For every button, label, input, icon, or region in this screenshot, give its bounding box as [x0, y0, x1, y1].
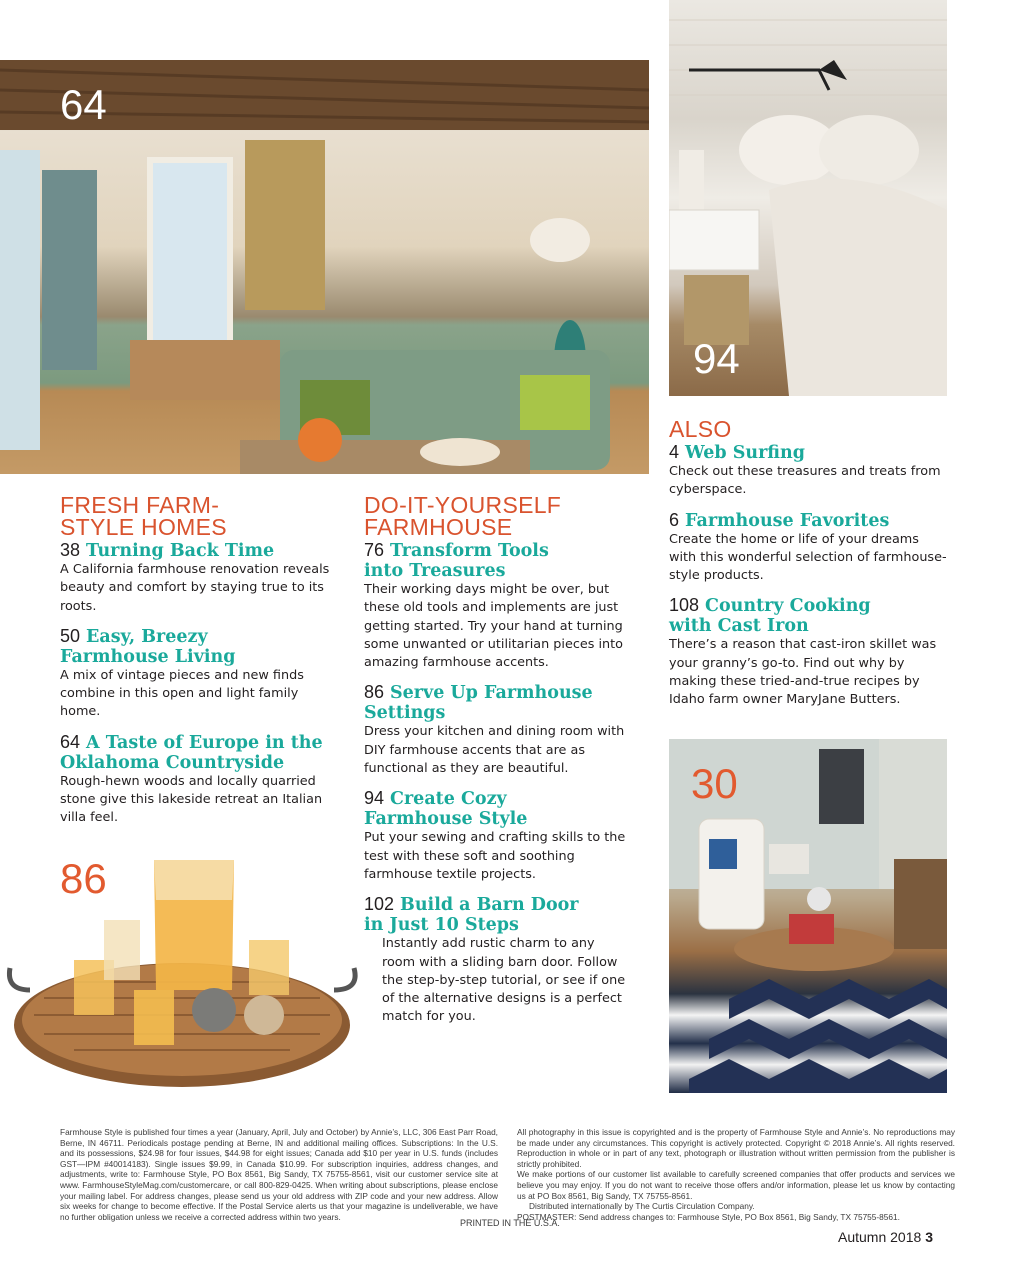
tray-photo: [4, 840, 360, 1116]
printed-in-usa: PRINTED IN THE U.S.A.: [460, 1218, 560, 1228]
section-fresh-farmstyle-homes: [60, 494, 330, 828]
toc-item-6[interactable]: [669, 510, 949, 586]
section-do-it-yourself-farmhouse: [364, 494, 630, 1027]
toc-item-title[interactable]: 6 Farmhouse Favorites: [669, 509, 890, 531]
page-number: 3: [925, 1229, 934, 1245]
toc-item-title[interactable]: 86 Serve Up Farmhouse Settings: [364, 682, 593, 724]
toc-item-description: Put your sewing and crafting skills to the test with these soft and soothing farmhouse textile projects.: [364, 830, 626, 882]
toc-item-description: Instantly add rustic charm to any room with a sliding barn door. Follow the step-by-step tutorial, or see if one of the alternative designs is a perfect match for you.: [382, 936, 626, 1025]
toc-item-description: Dress your kitchen and dining room with DIY farmhouse accents that are as functional as they are beautiful.: [364, 724, 625, 777]
bedroom-photo: [669, 0, 947, 396]
toc-item-102[interactable]: [364, 894, 630, 1026]
copyright-info: All photography in this issue is copyrighted and is the property of Farmhouse Style and Annie’s. No reproductions may be made under any circumstances. This copyright is actively protected. Copyright © 2018 Annie’s. All rights reserved. Reproduction in whole or in part of any text, photograph or illustration without written permission from the publisher is strictly prohibited. We make portions of our customer list available to carefully screened companies that offer products and services we believe you may enjoy. If you do not want to receive those offers and/or information, please let us know by contacting us at PO Box 8561, Big Sandy, TX 75755-8561. Distributed internationally by The Curtis Circulation Company. POSTMASTER: Send address changes to: Farmhouse Style, PO Box 8561, Big Sandy, TX 75755-8561.: [517, 1127, 955, 1222]
section-heading: FRESH FARM- STYLE HOMES: [60, 492, 227, 540]
page-number-86: 86: [60, 855, 107, 902]
publication-info: Farmhouse Style is published four times a year (January, April, July and October) by Annie’s, LLC, 306 East Parr Road, Berne, IN 46711. Periodicals postage pending at Berne, IN and additional mailing offices. Subscriptions: In the U.S. and its possessions, $24.98 for four issues, $44.98 for eight issues; Canada add $10 per year in U.S. funds (includes GST—IPM #40014183). Single issues $9.99, in Canada $10.99. For subscription inquiries, address changes, and adjustments, write to: Farmhouse Style, PO Box 8561, Big Sandy, TX 75755-8561, visit our customer service site at www. FarmhouseStyleMag.com/customercare, or call 800-829-0425. When writing about subscriptions, please enclose your mailing label. For address changes, please send us your old address with ZIP code and your new address. Allow six weeks for change to become effective. If the Postal Service alerts us that your magazine is undeliverable, we have no further obligation unless we receive a corrected address within two years.: [60, 1127, 498, 1222]
page-number-94: 94: [693, 335, 740, 382]
page-number-30: 30: [691, 760, 738, 807]
toc-item-description: A California farmhouse renovation reveals beauty and comfort by staying true to its roots.: [60, 562, 330, 614]
toc-item-description: Create the home or life of your dreams with this wonderful selection of farmhouse-style products.: [669, 531, 947, 584]
toc-item-title[interactable]: 4 Web Surfing: [669, 442, 805, 463]
toc-item-title[interactable]: 50 Easy, Breezy Farmhouse Living: [60, 625, 236, 667]
toc-item-108[interactable]: [669, 595, 949, 709]
toc-item-4[interactable]: [669, 442, 949, 500]
toc-item-64[interactable]: [60, 732, 330, 828]
toc-item-description: A mix of vintage pieces and new finds combine in this open and light family home.: [60, 667, 304, 720]
toc-item-86[interactable]: [364, 682, 630, 778]
toc-item-76[interactable]: [364, 540, 630, 672]
toc-item-94[interactable]: [364, 788, 630, 884]
toc-item-title[interactable]: 102 Build a Barn Door in Just 10 Steps: [364, 894, 579, 936]
toc-item-title[interactable]: 76 Transform Tools into Treasures: [364, 540, 549, 581]
toc-item-description: Check out these treasures and treats from cyberspace.: [669, 464, 941, 498]
section-heading: DO-IT-YOURSELF FARMHOUSE: [364, 492, 562, 540]
page-folio: [838, 1229, 933, 1245]
toc-item-title[interactable]: 64 A Taste of Europe in the Oklahoma Countryside: [60, 731, 323, 773]
toc-item-38[interactable]: [60, 540, 330, 616]
section-also: [669, 418, 949, 710]
toc-item-title[interactable]: 94 Create Cozy Farmhouse Style: [364, 788, 528, 830]
section-heading: ALSO: [669, 416, 732, 442]
toc-item-title[interactable]: 38 Turning Back Time: [60, 540, 275, 561]
porch-photo: [669, 739, 947, 1093]
toc-item-50[interactable]: [60, 626, 330, 722]
issue-label: Autumn 2018: [838, 1229, 922, 1245]
toc-item-description: There’s a reason that cast-iron skillet was your granny’s go-to. Find out why by making these tried-and-true recipes by Idaho farm owner MaryJane Butters.: [669, 637, 937, 708]
page-number-64: 64: [60, 81, 107, 128]
living-room-photo: [0, 60, 649, 474]
toc-item-description: Rough-hewn woods and locally quarried stone give this lakeside retreat an Italian villa feel.: [60, 773, 323, 826]
toc-item-title[interactable]: 108 Country Cooking with Cast Iron: [669, 595, 871, 637]
toc-item-description: Their working days might be over, but these old tools and implements are just getting started. Try your hand at turning some unwanted or utilitarian pieces into amazing farmhouse accents.: [364, 582, 623, 671]
